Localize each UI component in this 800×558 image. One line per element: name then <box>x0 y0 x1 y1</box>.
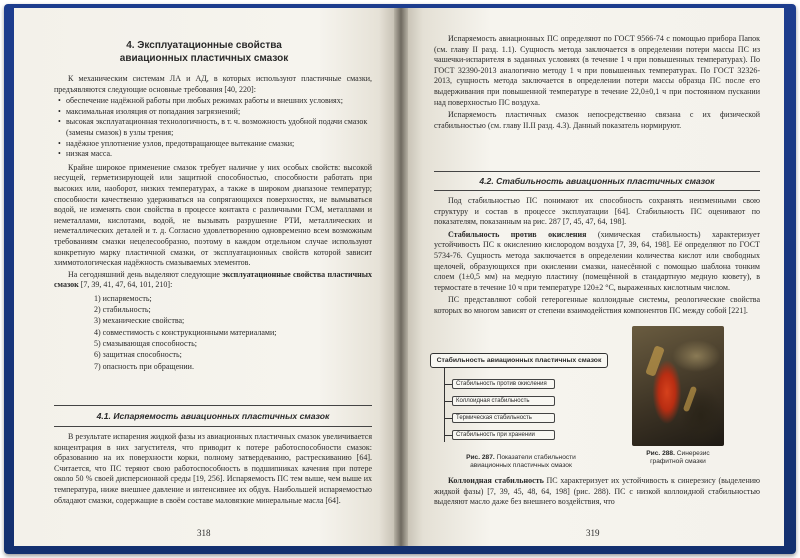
figure-288-caption <box>620 450 736 467</box>
oxidation-stability-text: (химическая стабильность) характеризует устойчивость ПС к окислению кислородом воздуха [7, 39, 64, 198]. Её определяют по ГОСТ 5734-76. Сущность метода заключается в определении количества кислот или свободных щелочей, образующихся при окислении смазки, нанесённой с помощью шаблона тонким слоем (1±0,5 мм) на медную пластину (помещённой в стандартную медную кювету), в термостате в течение 10 ч при температуре 120±2 °С, выраженных кислотным числом. <box>434 229 761 292</box>
properties-intro-bold: эксплуатационные свойства пластичных смазок <box>54 269 373 290</box>
section-rule-bottom <box>54 426 372 427</box>
section-4-1-title: 4.1. Испаряемость авиационных пластичных смазок <box>96 411 330 421</box>
page-number-right: 319 <box>586 528 600 538</box>
section-rule-bottom <box>434 190 760 191</box>
requirements-list <box>54 96 372 160</box>
diagram-item: Термическая стабильность <box>452 413 555 423</box>
figure-287-caption <box>426 454 616 471</box>
figure-287-text-line-2: авиационных пластичных смазок <box>470 462 572 470</box>
chapter-title-line-2: авиационных пластичных смазок <box>119 53 289 64</box>
properties-list <box>54 294 372 373</box>
oxidation-stability-term: Стабильность против окисления <box>448 229 587 239</box>
main-paragraph: Крайне широкое применение смазок требует наличие у них особых свойств: высокой несущей, герметизирующей или защитной способностью, способности работать при высоких или, наоборот, низких температурах, а также в широком диапазоне температур; способности качественно удерживаться на сопрягающихся поверхностях, не вымываться водой, не изменять свои свойства в процессе контакта с различными ГСМ, металлами и неметаллами, кислотами, водой, не вызывать разрушение РТИ, металлических и неметаллических деталей и т. д. Согласно удовлетворению одновременно всем возможным требованиям смазки нецелесообразно, поэтому в каждом отдельном случае используют конкретную марку пластичной смазки, от эксплуатационных свойств которой зависит химмотологическая надёжность смазываемых элементов. <box>54 162 372 268</box>
property-item: 5) смазывающая способность; <box>94 339 197 349</box>
right-page <box>408 8 784 546</box>
figure-288-label: Рис. 288. <box>646 450 675 457</box>
properties-intro-text: На сегодняшний день выделяют следующие <box>68 269 220 279</box>
oxidation-stability-paragraph <box>434 230 760 294</box>
diagram-connector <box>444 401 452 402</box>
photo-highlight <box>645 345 665 377</box>
section-4-1-text <box>54 432 372 506</box>
section-4-1-paragraph: В результате испарения жидкой фазы из авиационных пластичных смазок увеличивается концентрация в них загустителя, что приводит к потере работоспособности смазок: образованию на их поверхности корки, полному затвердеванию, растрескиванию [64]. Считается, что ПС теряют свою работоспособность в подшипниках качения при потере около 50 % своей дисперсионной среды [19, 256]. Испаряемость ПС тем выше, чем выше их температура, ниже внешнее давление и интенсивнее их обдув. Наибольшей испаряемостью обладают смазки, содержащие в своём составе маловязкие минеральные масла [64]. <box>54 432 372 505</box>
property-item: 7) опасность при обращении. <box>94 361 194 371</box>
requirement-item: • высокая эксплуатационная технологичность, в т. ч. возможность удобной подачи смазок (замены смазок) в узлы трения; <box>66 117 372 138</box>
requirement-item: • максимальная изоляция от попадания загрязнений; <box>66 107 372 118</box>
stability-definition-paragraph: Под стабильностью ПС понимают их способность сохранять неизменными свою структуру и состав в процессе эксплуатации [64]. Стабильность ПС оценивают по показателям, показанным на рис. 287 [7, 45, 47, 64, 198]. <box>434 196 760 227</box>
requirement-item: • надёжное уплотнение узлов, предотвращающее вытекание смазки; <box>66 139 372 150</box>
diagram-item: Коллоидная стабильность <box>452 396 555 406</box>
diagram-item: Стабильность против окисления <box>452 379 555 389</box>
property-item: 2) стабильность; <box>94 305 151 315</box>
property-item: 3) механические свойства; <box>94 316 185 326</box>
properties-intro <box>54 270 372 291</box>
colloid-stability-term: Коллоидная стабильность <box>448 476 544 485</box>
figure-287-text: Показатели стабильности <box>496 454 576 461</box>
colloid-stability-paragraph <box>434 476 760 508</box>
intro-paragraph: К механическим системам ЛА и АД, в которых используют пластичные смазки, предъявляются следующие основные требования [40, 220]: <box>54 74 372 94</box>
left-text-column <box>54 74 372 373</box>
diagram-item: Стабильность при хранении <box>452 430 555 440</box>
section-rule-top <box>54 405 372 406</box>
property-item: 1) испаряемость; <box>94 293 152 303</box>
diagram-connector <box>444 367 445 442</box>
properties-intro-refs: [7, 39, 41, 47, 64, 101, 210]: <box>80 280 173 290</box>
section-rule-top <box>434 171 760 172</box>
requirement-item: • обеспечение надёжной работы при любых режимах работы и внешних условиях; <box>66 96 372 107</box>
property-item: 6) защитная способность; <box>94 350 182 360</box>
right-text-top <box>434 34 760 131</box>
left-page <box>14 8 394 546</box>
page-number-left: 318 <box>197 528 211 538</box>
figure-288-text-line-2: графитной смазки <box>650 458 706 466</box>
requirement-item: • низкая масса. <box>66 149 372 160</box>
right-text-middle <box>434 196 760 317</box>
book-spine-gutter <box>394 8 408 546</box>
evaporation-link-paragraph: Испаряемость пластичных смазок непосредственно связана с их физической стабильностью (см. главу II.II разд. 4.3). Данный показатель нормируют. <box>434 110 760 130</box>
chapter-title-line-1: 4. Эксплуатационные свойства <box>126 40 282 51</box>
photo-highlight <box>683 386 698 412</box>
evaporation-method-paragraph: Испаряемость авиационных ПС определяют по ГОСТ 9566-74 с помощью прибора Папок (см. главу II разд. 1.1). Сущность метода заключается в определении потери массы ПС из чашечки-испарителя в заданных условиях (в течение 1 ч при повышенных температурах). По ГОСТ 32390-2013 аналогично методу 1 ч при повышенных температурах. По ГОСТ 32326-2013, сущность метода заключается в определении потери массы образца ПС после его выдерживания при повышенной температуре в течение 22,0±0,1 ч при постоянном пускании над поверхностью ПС воздуха. <box>434 34 760 107</box>
grease-syneresis-photo <box>632 326 724 446</box>
figure-287-label: Рис. 287. <box>466 454 495 461</box>
diagram-root-box: Стабильность авиационных пластичных смазок <box>430 353 608 368</box>
figure-288-text: Синерезис <box>676 450 710 457</box>
section-4-2-title: 4.2. Стабильность авиационных пластичных смазок <box>479 176 715 186</box>
diagram-connector <box>444 384 452 385</box>
property-item: 4) совместимость с конструкционными материалами; <box>94 327 277 337</box>
diagram-connector <box>444 435 452 436</box>
colloid-system-paragraph: ПС представляют собой гетерогенные коллоидные системы, реологические свойства которых во многом зависят от степени взаимодействия компонентов ПС между собой [221]. <box>434 295 760 315</box>
diagram-connector <box>444 418 452 419</box>
right-text-bottom <box>434 476 760 508</box>
colloid-stability-text: ПС характеризует их устойчивость к синерезису (выделению жидкой фазы) [7, 39, 45, 48, 64, 198] (рис. 288). ПС с низкой коллоидной стабильностью выделяют масло даже без внешнего воздействия, что <box>434 476 761 507</box>
stability-diagram <box>430 353 640 453</box>
